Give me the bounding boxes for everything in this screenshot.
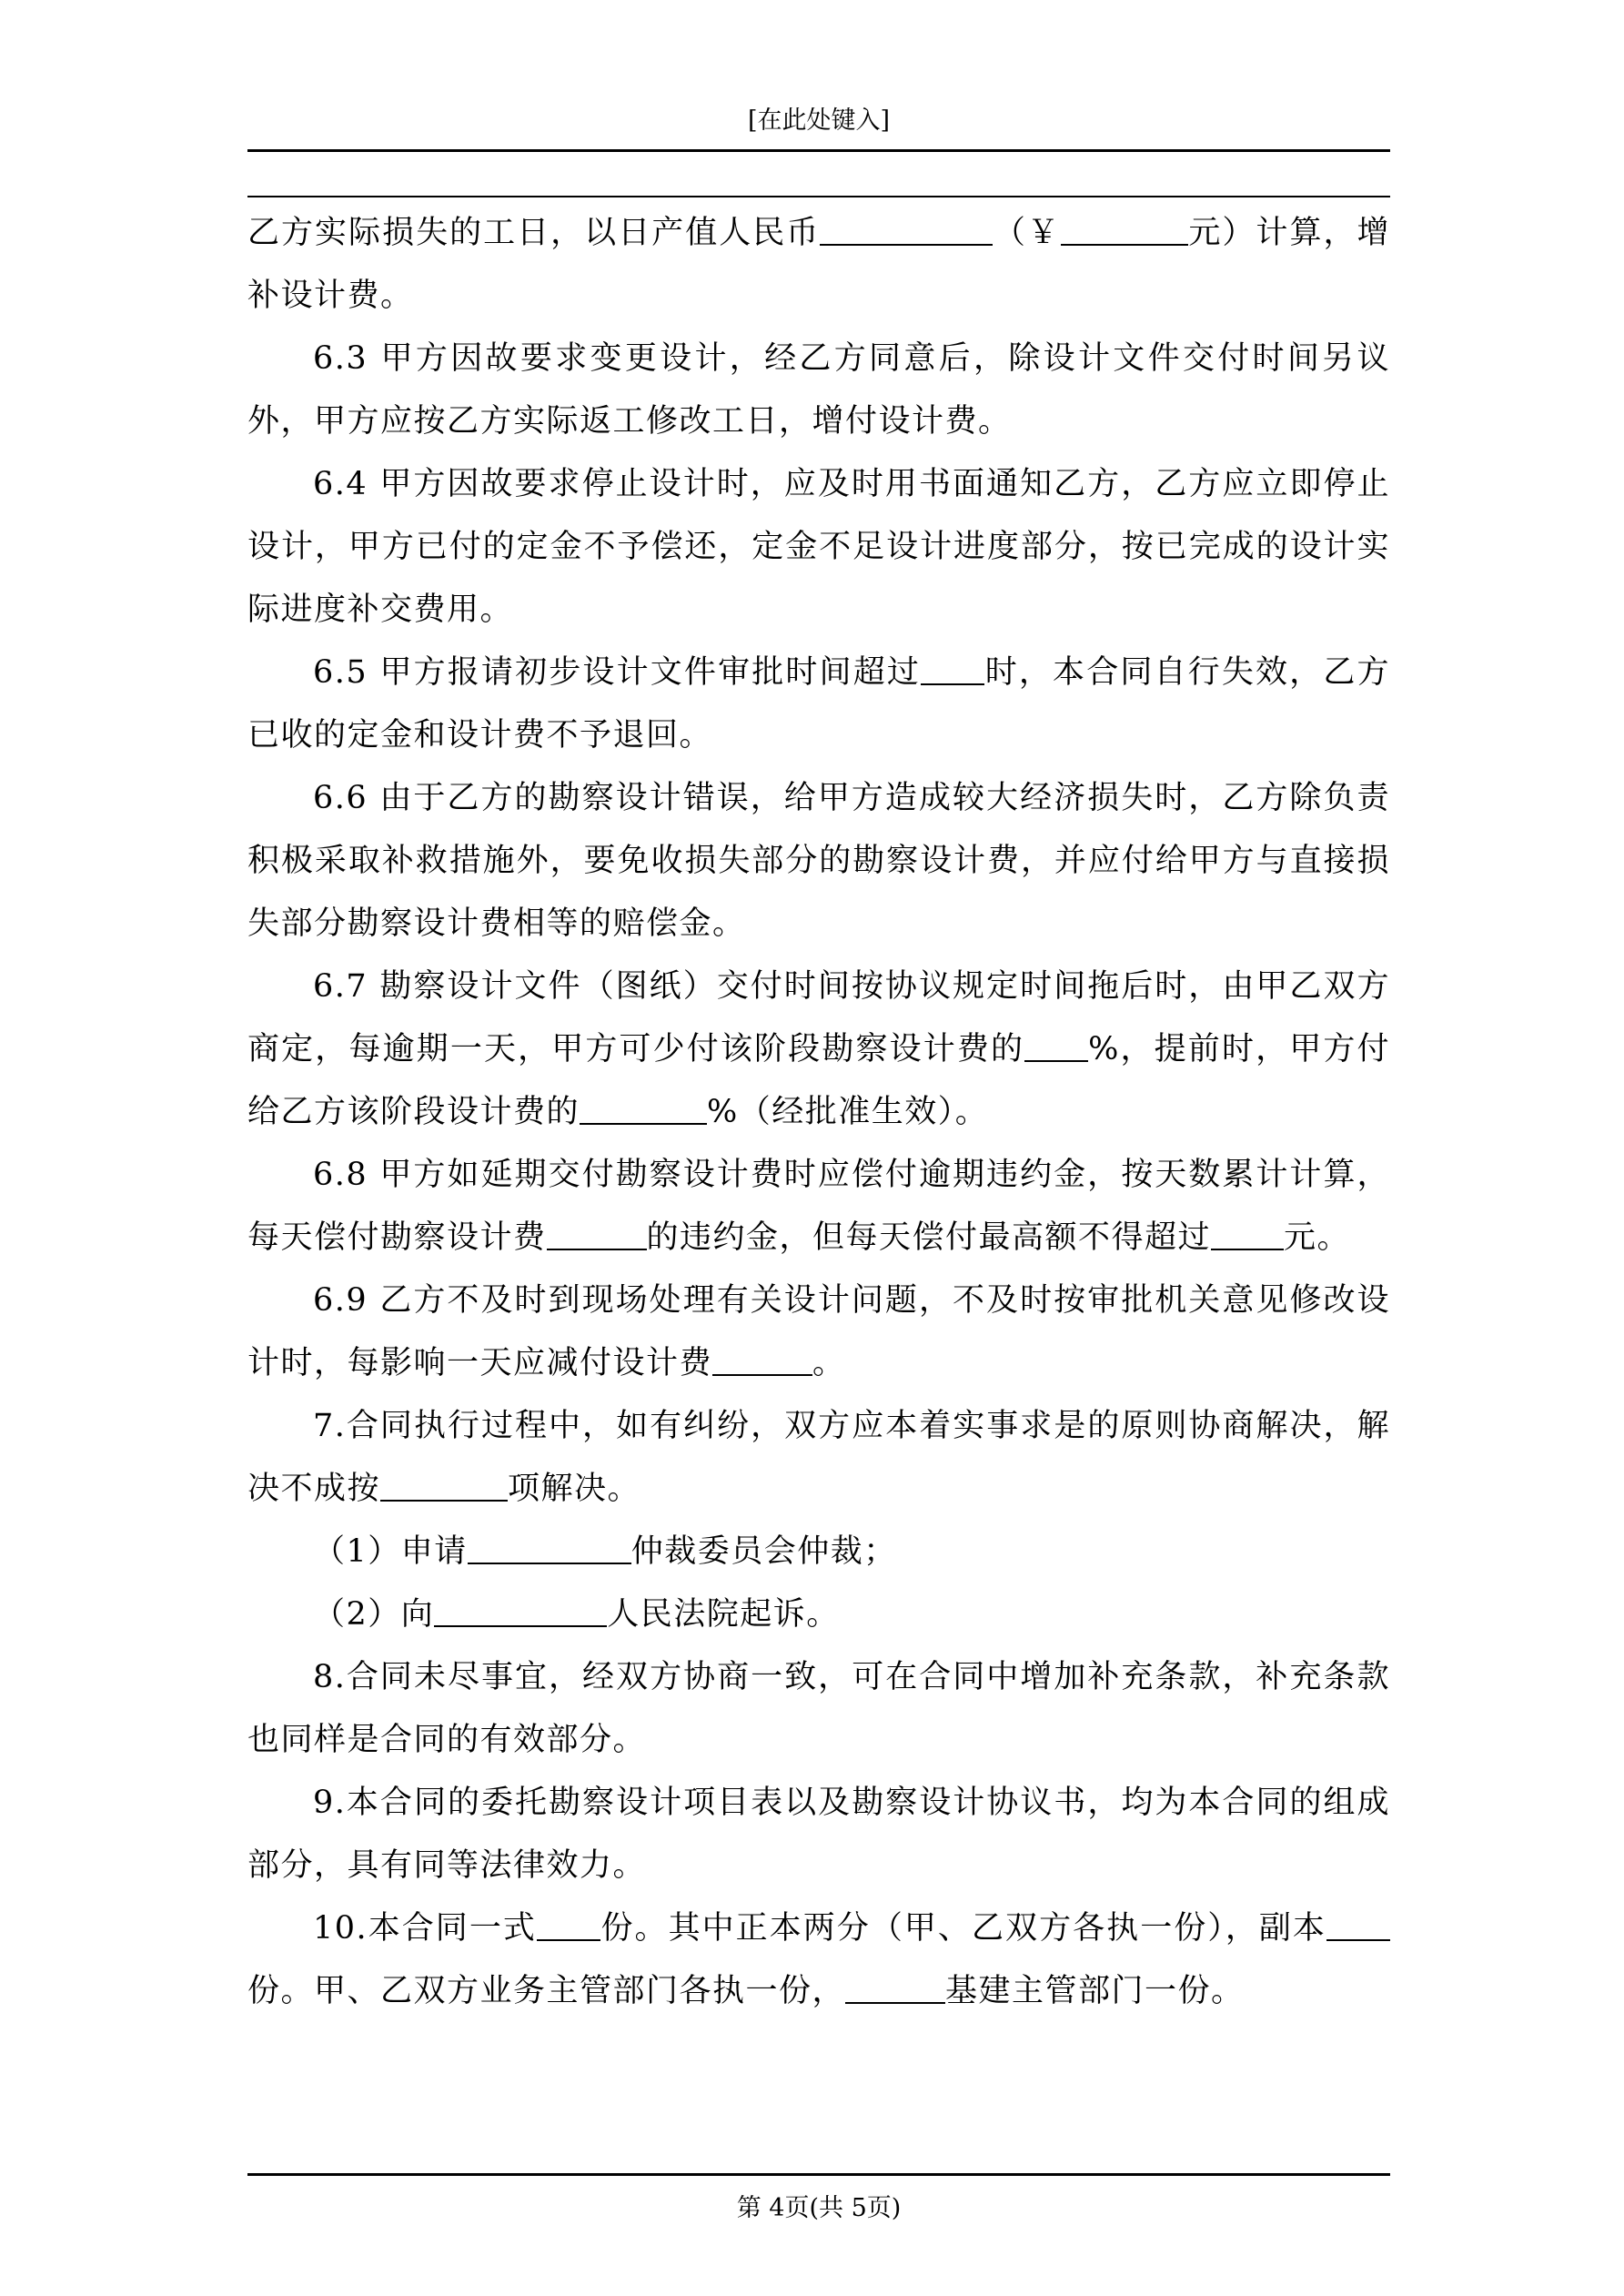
paragraph-6-2-cont: 乙方实际损失的工日，以日产值人民币 （￥ 元）计算，增补设计费。 (247, 215, 1390, 314)
paragraph-8: 8.合同未尽事宜，经双方协商一致，可在合同中增加补充条款，补充条款也同样是合同的有效部分。 (247, 1659, 1390, 1758)
blank-field[interactable] (1024, 1033, 1088, 1062)
document-body (247, 202, 1390, 2023)
blank-field[interactable] (1061, 217, 1188, 246)
paragraph-6-9: 6.9 乙方不及时到现场处理有关设计问题，不及时按审批机关意见修改设计时，每影响一天应减付设计费 。 (247, 1282, 1390, 1381)
paragraph-6-7: 6.7 勘察设计文件（图纸）交付时间按协议规定时间拖后时，由甲乙双方商定，每逾期一天，甲方可少付该阶段勘察设计费的 %，提前时，甲方付给乙方该阶段设计费的 %（经批准生效）。 (247, 968, 1390, 1130)
paragraph-9: 9.本合同的委托勘察设计项目表以及勘察设计协议书，均为本合同的组成部分，具有同等法律效力。 (247, 1785, 1390, 1884)
blank-field[interactable] (547, 1221, 647, 1250)
paragraph-7-2: （2）向 人民法院起诉。 (313, 1596, 840, 1633)
table-top-rule (247, 196, 1390, 197)
paragraph-6-5: 6.5 甲方报请初步设计文件审批时间超过 时，本合同自行失效，乙方已收的定金和设计费不予退回。 (247, 654, 1390, 754)
paragraph-7: 7.合同执行过程中，如有纠纷，双方应本着实事求是的原则协商解决，解决不成按 项解决。 (247, 1408, 1390, 1507)
paragraph-7-1: （1）申请 仲裁委员会仲裁； (313, 1533, 897, 1570)
blank-field[interactable] (1326, 1912, 1390, 1941)
blank-field[interactable] (921, 656, 984, 685)
blank-field[interactable] (380, 1472, 508, 1502)
footer-rule (247, 2173, 1390, 2176)
blank-field[interactable] (537, 1912, 600, 1941)
paragraph-6-3: 6.3 甲方因故要求变更设计，经乙方同意后，除设计文件交付时间另议外，甲方应按乙方实际返工修改工日，增付设计费。 (247, 340, 1390, 440)
blank-field[interactable] (434, 1598, 607, 1627)
page-header: [在此处键入] (747, 106, 891, 135)
blank-field[interactable] (468, 1535, 631, 1564)
blank-field[interactable] (845, 1975, 945, 2004)
blank-field[interactable] (712, 1347, 812, 1376)
paragraph-10: 10.本合同一式 份。其中正本两分（甲、乙双方各执一份），副本份。甲、乙双方业务主管部门各执一份， 基建主管部门一份。 (247, 1897, 1390, 2023)
blank-field[interactable] (820, 217, 993, 246)
paragraph-6-8: 6.8 甲方如延期交付勘察设计费时应偿付逾期违约金，按天数累计计算，每天偿付勘察设计费 的违约金，但每天偿付最高额不得超过 元。 (247, 1157, 1390, 1256)
blank-field[interactable] (1211, 1221, 1284, 1250)
paragraph-6-6: 6.6 由于乙方的勘察设计错误，给甲方造成较大经济损失时，乙方除负责积极采取补救措施外，要免收损失部分的勘察设计费，并应付给甲方与直接损失部分勘察设计费相等的赔偿金。 (247, 780, 1390, 942)
page-footer: 第 4页(共 5页) (736, 2194, 902, 2222)
header-rule (247, 149, 1390, 152)
paragraph-6-4: 6.4 甲方因故要求停止设计时，应及时用书面通知乙方，乙方应立即停止设计，甲方已付的定金不予偿还，定金不足设计进度部分，按已完成的设计实际进度补交费用。 (247, 466, 1390, 628)
blank-field[interactable] (580, 1096, 707, 1125)
